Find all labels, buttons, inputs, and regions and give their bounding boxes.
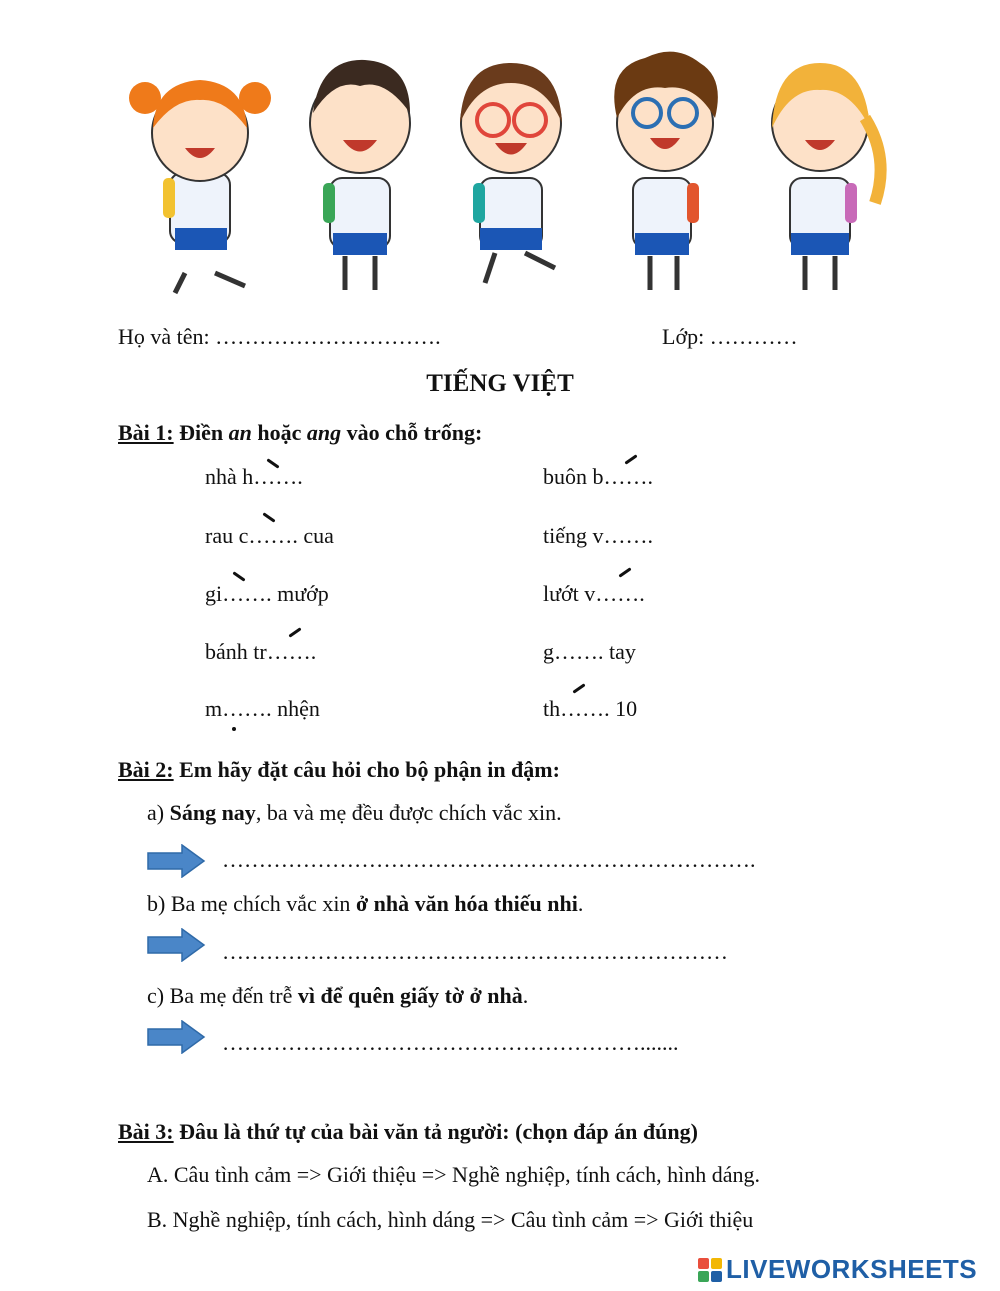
ex3-option-a[interactable]: A. Câu tình cảm => Giới thiệu => Nghề nghiệp, tính cách, hình dáng. — [147, 1162, 760, 1187]
question-bold-part: Sáng nay — [169, 800, 256, 825]
ex1-item[interactable]: gi……. mướp — [205, 581, 329, 606]
ex1-instruction-a: Điền — [179, 420, 224, 445]
child-figure — [460, 63, 562, 283]
ex2-instruction: Em hãy đặt câu hỏi cho bộ phận in đậm: — [179, 757, 560, 782]
ex1-item[interactable]: tiếng v……. — [543, 523, 653, 548]
ex3-heading — [118, 1119, 698, 1145]
acute-accent-mark — [288, 627, 301, 637]
ex3-label: Bài 3: — [118, 1119, 174, 1144]
ex2-label: Bài 2: — [118, 757, 174, 782]
ex1-item[interactable]: m……. nhện — [205, 696, 320, 721]
dot-below-mark — [232, 727, 236, 731]
ex1-instruction-b: hoặc — [257, 420, 302, 445]
child-figure — [614, 52, 718, 290]
answer-line-b[interactable]: …………………………………………………………… — [222, 939, 728, 964]
ex1-heading — [118, 420, 482, 446]
grave-accent-mark — [262, 512, 275, 522]
ex1-item[interactable]: buôn b……. — [543, 464, 653, 489]
ex2-question-b — [147, 891, 583, 917]
class-field-label: Lớp: ………… — [662, 324, 798, 349]
ex1-item[interactable]: rau c……. cua — [205, 523, 334, 548]
children-illustration — [75, 28, 935, 308]
ex1-item[interactable]: nhà h……. — [205, 464, 303, 489]
child-figure — [310, 60, 410, 290]
question-rest: . — [522, 983, 529, 1008]
ex1-item[interactable]: bánh tr……. — [205, 639, 317, 664]
arrow-right-icon — [146, 928, 206, 962]
ex1-option-an: an — [228, 420, 252, 445]
answer-line-a[interactable]: ………………………………………………………………. — [222, 847, 756, 872]
question-prefix: a) — [147, 800, 165, 825]
question-prefix: b) Ba mẹ chích vắc xin — [147, 891, 351, 916]
question-bold-part: ở nhà văn hóa thiếu nhi — [355, 891, 578, 916]
arrow-right-icon — [146, 844, 206, 878]
question-prefix: c) Ba mẹ đến trễ — [147, 983, 293, 1008]
child-figure — [129, 80, 271, 293]
acute-accent-mark — [572, 683, 585, 693]
ex3-option-b[interactable]: B. Nghề nghiệp, tính cách, hình dáng => Câu tình cảm => Giới thiệu — [147, 1207, 754, 1232]
liveworksheets-logo — [698, 1254, 977, 1285]
name-field-label: Họ và tên: …………………………. — [118, 324, 441, 349]
ex1-item[interactable]: g……. tay — [543, 639, 636, 664]
ex2-heading — [118, 757, 560, 783]
arrow-right-icon — [146, 1020, 206, 1054]
child-figure — [772, 63, 881, 290]
page-title: TIẾNG VIỆT — [426, 370, 574, 397]
logo-text: LIVEWORKSHEETS — [726, 1254, 978, 1284]
acute-accent-mark — [618, 567, 631, 577]
ex1-item[interactable]: lướt v……. — [543, 581, 645, 606]
question-rest: . — [577, 891, 584, 916]
ex1-option-ang: ang — [306, 420, 342, 445]
answer-line-c[interactable]: …………………………………………………....... — [222, 1030, 679, 1055]
ex1-label: Bài 1: — [118, 420, 174, 445]
logo-grid-icon — [698, 1258, 722, 1282]
ex1-item[interactable]: th……. 10 — [543, 696, 638, 721]
question-rest: , ba và mẹ đều được chích vắc xin. — [255, 800, 562, 825]
ex1-instruction-c: vào chỗ trống: — [346, 420, 483, 445]
question-bold-part: vì để quên giấy tờ ở nhà — [297, 983, 523, 1008]
ex2-question-c — [147, 983, 528, 1009]
ex2-question-a — [147, 800, 562, 826]
ex3-instruction: Đâu là thứ tự của bài văn tả người: (chọn đáp án đúng) — [179, 1119, 698, 1144]
